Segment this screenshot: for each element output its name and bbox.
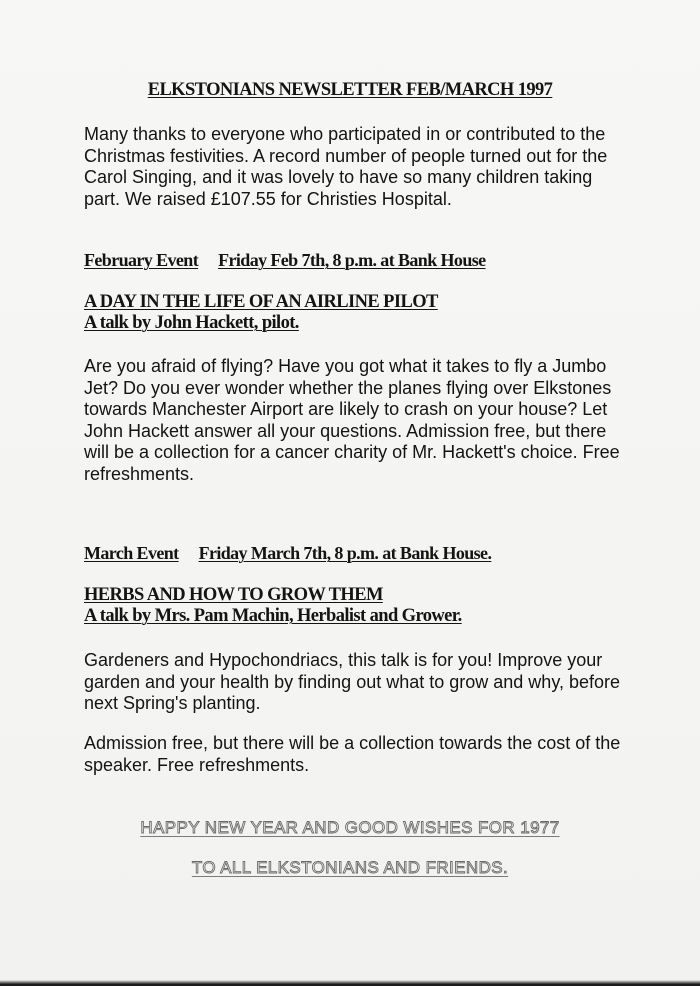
march-description: Gardeners and Hypochondriacs, this talk is for you! Improve your garden and your health by finding out what to grow and why, before next Spring's planting. [84, 650, 621, 713]
february-event-details: Friday Feb 7th, 8 p.m. at Bank House [218, 250, 486, 270]
intro-paragraph: Many thanks to everyone who participated in or contributed to the Christmas festivities. A record number of people turned out for the Carol Singing, and it was lovely to have so many children taking part. We raised £107.55 for Christies Hospital. [84, 124, 608, 209]
closing-greeting-line-2: TO ALL ELKSTONIANS AND FRIENDS. [191, 858, 509, 877]
scan-bottom-edge [0, 980, 700, 986]
february-event-heading [84, 250, 486, 271]
closing-greeting-line-1: HAPPY NEW YEAR AND GOOD WISHES FOR 1977 [140, 818, 560, 837]
march-event-label: March Event [84, 543, 179, 563]
february-talk-speaker: A talk by John Hackett, pilot. [84, 313, 299, 333]
march-talk-speaker: A talk by Mrs. Pam Machin, Herbalist and Grower. [84, 606, 462, 626]
february-event-label: February Event [84, 250, 199, 270]
newsletter-title: ELKSTONIANS NEWSLETTER FEB/MARCH 1997 [147, 80, 553, 100]
february-description: Are you afraid of flying? Have you got what it takes to fly a Jumbo Jet? Do you ever wonder whether the planes flying over Elkstones towards Manchester Airport are likely to crash on your house? Let John Hackett answer all your questions. Admission free, but there will be a collection for a cancer charity of Mr. Hackett's choice. Free refreshments. [84, 356, 620, 484]
march-talk-title: HERBS AND HOW TO GROW THEM [84, 585, 383, 605]
march-event-details: Friday March 7th, 8 p.m. at Bank House. [198, 543, 492, 563]
march-event-heading [84, 543, 491, 564]
february-talk-title: A DAY IN THE LIFE OF AN AIRLINE PILOT [84, 292, 438, 312]
march-admission: Admission free, but there will be a collection towards the cost of the speaker. Free refreshments. [84, 733, 621, 775]
